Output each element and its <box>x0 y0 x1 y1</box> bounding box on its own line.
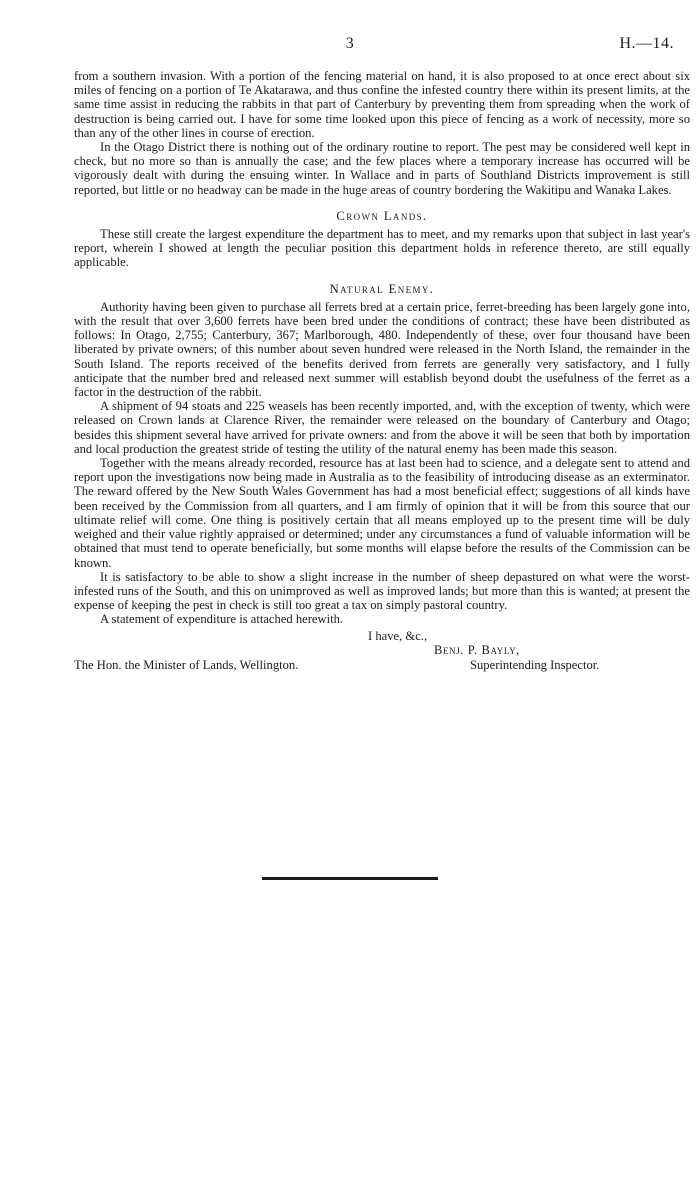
signatory-name: Benj. P. Bayly, <box>434 642 520 657</box>
paragraph-southern-invasion: from a southern invasion. With a portion of the fencing material on hand, it is also proposed to at once erect about six miles of fencing on a portion of Te Akatarawa, and thus confine the infested country there within its present limits, at the same time assist in reducing the rabbits in that part of Canterbury by preventing them from spreading when the work of destruction is being carried out. I have for some time looked upon this piece of fencing as a work of necessity, more so than any of the other lines in course of erection. <box>74 69 690 140</box>
signatory-title: Superintending Inspector. <box>470 657 600 672</box>
closing-salutation: I have, &c., <box>368 628 428 643</box>
document-body <box>74 69 690 691</box>
page-number: 3 <box>345 35 355 52</box>
heading-natural-enemy: Natural Enemy. <box>329 281 435 296</box>
paragraph-otago-district: In the Otago District there is nothing out of the ordinary routine to report. The pest may be considered well kept in check, but no more so than is annually the case; and the few places where a temporary increase has occurred will be vigorously dealt with during the ensuing winter. In Wallace and in parts of Southland Districts improvement is still reported, but little or no headway can be made in the huge areas of country bordering the Wakitipu and Wanaka Lakes. <box>74 140 690 197</box>
paragraph-statement-attached: A statement of expenditure is attached herewith. <box>100 612 344 627</box>
addressee: The Hon. the Minister of Lands, Wellington. <box>74 657 299 672</box>
paragraph-ferrets: Authority having been given to purchase all ferrets bred at a certain price, ferret-breeding has been largely gone into, with the result that over 3,600 ferrets have been bred under the conditions of contract; these have been distributed as follows: In Otago, 2,755; Canterbury, 367; Marlborough, 480. Independently of these, over four thousand have been liberated by private owners; of this number about seven hundred were released in the North Island, the remainder in the South Island. The reports received of the benefits derived from ferrets are generally very satisfactory, and I fully anticipate that the number bred and released next summer will establish beyond doubt the usefulness of the ferret as a factor in the destruction of the rabbit. <box>74 299 690 400</box>
signature-block <box>74 627 690 691</box>
paragraph-crown-lands: These still create the largest expenditure the department has to meet, and my remarks upon that subject in last year's report, wherein I showed at length the peculiar position this department holds in reference thereto, are still equally applicable. <box>74 227 690 270</box>
paragraph-sheep-increase: It is satisfactory to be able to show a slight increase in the number of sheep depastured on what were the worst-infested runs of the South, and this on unimproved as well as improved lands; but more than this is wanted; at present the expense of keeping the pest in check is still too great a tax on simply pastoral country. <box>74 569 690 613</box>
closing-rule <box>262 877 438 880</box>
heading-crown-lands: Crown Lands. <box>336 208 428 223</box>
series-code: H.—14. <box>619 35 674 52</box>
paragraph-science-commission: Together with the means already recorded, resource has at last been had to science, and a delegate sent to attend and report upon the investigations now being made in Australia as to the feasibility of introducing disease as an exterminator. The reward offered by the New South Wales Government has had a most beneficial effect; suggestions of all kinds have been received by the Commission from all quarters, and I am firmly of opinion that it will be from this source that our ultimate relief will come. One thing is positively certain that all means employed up to the present time will be duly weighed and their value rightly appraised or determined; under any circumstances a fund of valuable information will be obtained that must tend to operate beneficially, but some months will elapse before the results of the Commission can be known. <box>74 456 690 570</box>
paragraph-stoats-weasels: A shipment of 94 stoats and 225 weasels has been recently imported, and, with the exception of twenty, which were released on Crown lands at Clarence River, the remainder were released on the boundary of Canterbury and Otago; besides this shipment several have arrived for private owners: and from the above it will be seen that both by importation and local production the greatest stride of testing the utility of the natural enemy has been made this season. <box>74 399 690 456</box>
